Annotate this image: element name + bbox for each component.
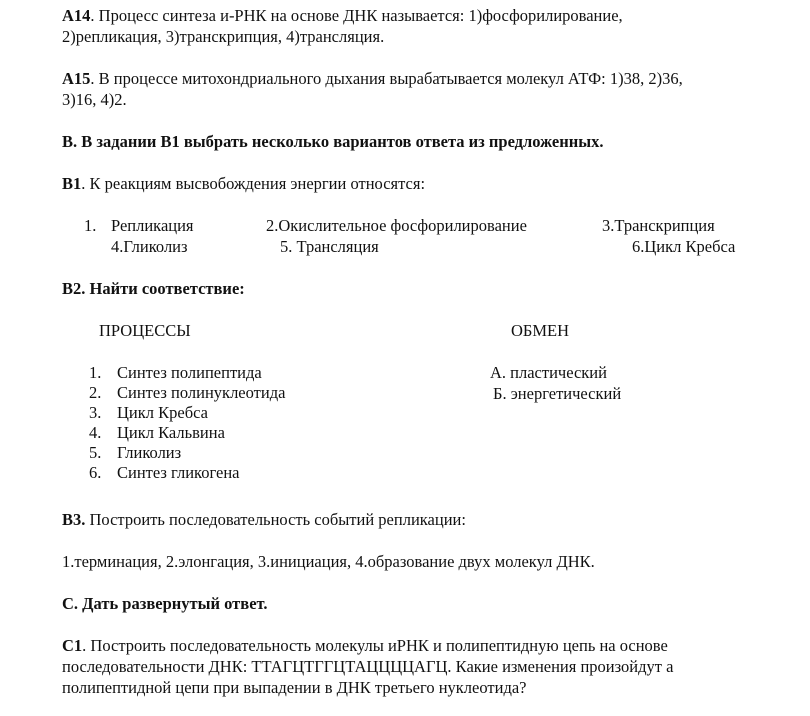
list-item: 5. Гликолиз: [89, 443, 182, 462]
list-item: 4. Цикл Кальвина: [89, 423, 225, 442]
exchange-column-header: ОБМЕН: [511, 321, 570, 340]
question-c1-line3: полипептидной цепи при выпадении в ДНК третьего нуклеотида?: [62, 678, 527, 697]
b1-option-6: 6.Цикл Кребса: [632, 237, 736, 256]
question-a15-line1: А15. В процессе митохондриального дыхания вырабатывается молекул АТФ: 1)38, 2)36,: [62, 69, 683, 88]
b3-sequence: 1.терминация, 2.элонгация, 3.инициация, 4.образование двух молекул ДНК.: [62, 552, 595, 571]
list-item: 6. Синтез гликогена: [89, 463, 240, 482]
exchange-type-a: А. пластический: [490, 363, 607, 382]
b1-option-5: 5. Трансляция: [280, 237, 379, 256]
question-a14-number: А14: [62, 6, 91, 25]
question-b2: В2. Найти соответствие:: [62, 279, 245, 298]
list-item: 3. Цикл Кребса: [89, 403, 208, 422]
b1-option-1-number: 1.: [84, 216, 97, 235]
question-c1-line1: С1. Построить последовательность молекулы иРНК и полипептидную цепь на основе: [62, 636, 668, 655]
b1-option-2: 2.Окислительное фосфорилирование: [266, 216, 527, 235]
processes-column-header: ПРОЦЕССЫ: [99, 321, 191, 340]
question-a15-number: А15: [62, 69, 91, 88]
question-b3-number: В3.: [62, 510, 86, 529]
question-b3: В3. Построить последовательность событий репликации:: [62, 510, 466, 529]
b1-option-3: 3.Транскрипция: [602, 216, 715, 235]
b1-option-1: Репликация: [111, 216, 194, 235]
question-b1: В1. К реакциям высвобождения энергии относятся:: [62, 174, 426, 193]
section-c-heading: С. Дать развернутый ответ.: [62, 594, 268, 613]
list-item: 2. Синтез полинуклеотида: [89, 383, 286, 402]
question-c1-number: С1: [62, 636, 83, 655]
question-b2-number: В2: [62, 279, 82, 298]
section-b-heading: В. В задании В1 выбрать несколько вариантов ответа из предложенных.: [62, 132, 604, 151]
process-list: [89, 363, 285, 483]
question-b1-number: В1: [62, 174, 82, 193]
question-a15-line2: 3)16, 4)2.: [62, 90, 127, 109]
b1-option-4: 4.Гликолиз: [111, 237, 188, 256]
question-a14-line1: А14. Процесс синтеза и-РНК на основе ДНК называется: 1)фосфорилирование,: [62, 6, 623, 25]
list-item: 1. Синтез полипептида: [89, 363, 262, 382]
question-c1-line2: последовательности ДНК: ТТАГЦТГГЦТАЦЦЦЦАГЦ. Какие изменения произойдут а: [62, 657, 674, 676]
exchange-type-b: Б. энергетический: [493, 384, 622, 403]
question-a14-line2: 2)репликация, 3)транскрипция, 4)трансляция.: [62, 27, 385, 46]
